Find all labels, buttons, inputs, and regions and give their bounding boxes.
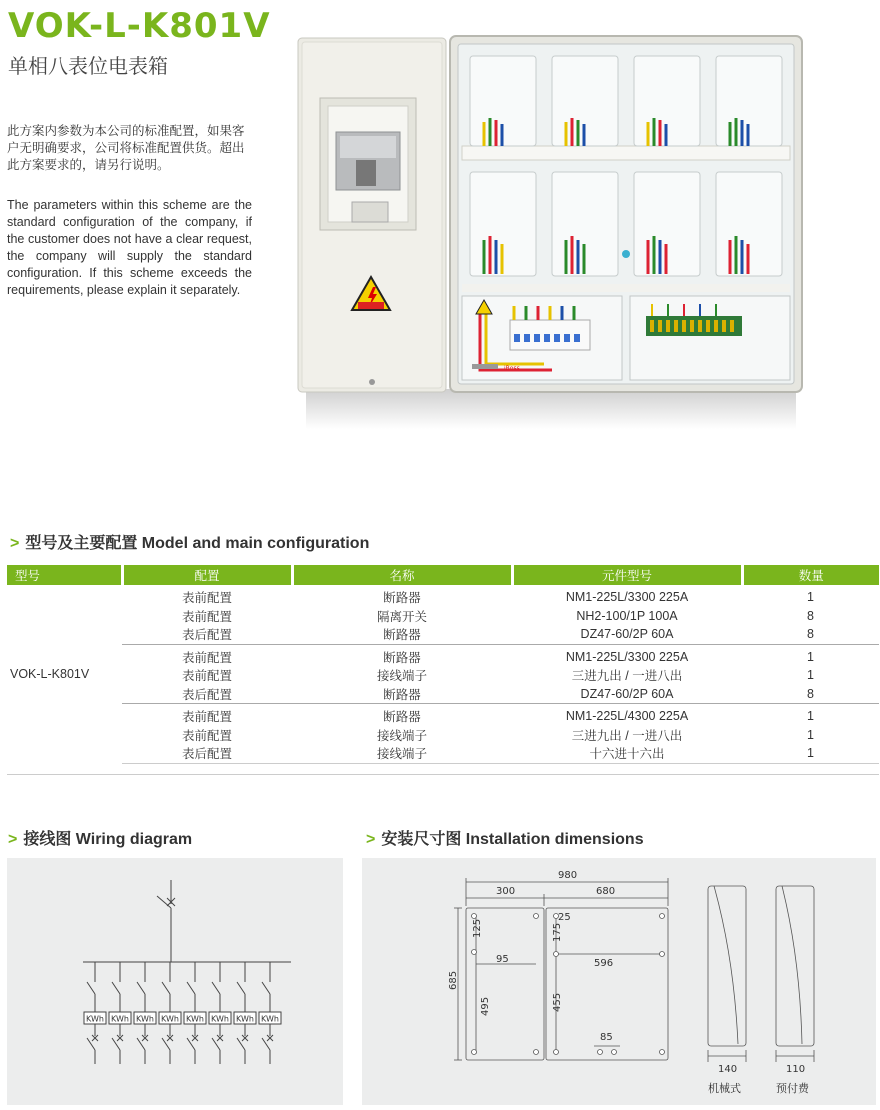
name-cell: 断路器 (292, 704, 512, 726)
qty-cell: 1 (807, 668, 814, 682)
product-image (296, 34, 804, 434)
dim-height: 685 (448, 970, 459, 990)
table-row (7, 666, 879, 685)
dim-right-width: 680 (596, 886, 616, 897)
dim-95: 95 (496, 954, 509, 965)
config-cell: 表后配置 (181, 687, 232, 702)
dim-side1-depth: 140 (718, 1064, 738, 1075)
part-cell: 十六进十六出 (512, 744, 742, 763)
table-row (7, 585, 879, 606)
column-header: 元件型号 (512, 565, 742, 585)
config-cell: 表前配置 (181, 728, 232, 743)
description-chinese: 此方案内参数为本公司的标准配置，如果客户无明确要求，公司将标准配置供货。超出此方案要求的，请另行说明。 (7, 124, 245, 172)
branch-switch (212, 982, 220, 994)
meter-label: KWh (236, 1014, 254, 1024)
dim-left-width: 300 (496, 886, 516, 897)
branch-switch (87, 982, 95, 994)
column-header: 数量 (742, 565, 879, 585)
name-cell: 断路器 (383, 628, 421, 643)
dim-495: 495 (480, 996, 491, 1016)
column-header: 名称 (292, 565, 512, 585)
table-row (7, 704, 879, 726)
config-cell: 表前配置 (181, 591, 232, 605)
side-label-mechanical: 机械式 (708, 1082, 741, 1095)
meter-label: KWh (211, 1014, 229, 1024)
meter-label: KWh (111, 1014, 129, 1024)
meter-label: KWh (161, 1014, 179, 1024)
install-section-heading: > 安装尺寸图 Installation dimensions (366, 831, 644, 848)
qty-cell: 1 (807, 727, 814, 742)
config-section-heading: > 型号及主要配置 Model and main configuration (10, 535, 370, 552)
table-row (7, 606, 879, 625)
chevron-right-icon: > (8, 831, 18, 848)
part-cell: DZ47-60/2P 60A (580, 686, 674, 701)
dim-85: 85 (600, 1032, 613, 1043)
part-cell: NH2-100/1P 100A (576, 608, 678, 623)
table-header-row (7, 565, 879, 585)
dim-175: 175 (552, 922, 563, 942)
branch-switch (187, 982, 195, 994)
part-cell: 三进九出 / 一进八出 (571, 728, 683, 743)
name-cell: 接线端子 (292, 744, 512, 763)
page-subtitle: 单相八表位电表箱 (8, 54, 168, 78)
part-cell: DZ47-60/2P 60A (580, 627, 674, 642)
qty-cell: 1 (742, 644, 879, 666)
name-cell: 断路器 (383, 591, 421, 605)
meter-label: KWh (186, 1014, 204, 1024)
column-header: 型号 (7, 565, 122, 585)
description-english: The parameters within this scheme are the standard configuration of the company, if the customer does not have a clear request, the company will supply the standard configuration. If this scheme exceeds the requirements, please explain it separately. (7, 198, 252, 297)
install-dimensions-drawing (362, 858, 876, 1105)
part-cell: NM1-225L/3300 225A (565, 590, 689, 604)
wiring-section-heading: > 接线图 Wiring diagram (8, 831, 193, 848)
table-bottom-rule (7, 774, 879, 775)
config-cell: 表前配置 (181, 669, 232, 683)
table-row (7, 744, 879, 763)
branch-switch (137, 982, 145, 994)
branch-switch (162, 982, 170, 994)
dim-125: 125 (472, 918, 483, 938)
chevron-right-icon: > (10, 535, 20, 552)
dim-596: 596 (594, 958, 614, 969)
table-row (7, 644, 879, 666)
table-row (7, 685, 879, 704)
branch-switch (237, 982, 245, 994)
dim-side2-depth: 110 (786, 1064, 806, 1075)
install-dimensions-panel (362, 858, 876, 1105)
part-cell: 三进九出 / 一进八出 (571, 669, 683, 683)
qty-cell: 1 (742, 704, 879, 726)
brand-label: iBoss (504, 365, 520, 372)
name-cell: 断路器 (292, 644, 512, 666)
chevron-right-icon: > (366, 831, 376, 848)
branch-switch (112, 982, 120, 994)
model-cell: VOK-L-K801V (10, 667, 90, 681)
name-cell: 接线端子 (376, 728, 427, 743)
config-table (7, 565, 879, 764)
table-row (7, 625, 879, 644)
config-cell: 表前配置 (122, 704, 292, 726)
dim-total-width: 980 (558, 870, 578, 881)
qty-cell: 1 (742, 744, 879, 763)
branch-switch (262, 982, 270, 994)
name-cell: 断路器 (383, 687, 421, 702)
qty-cell: 8 (807, 686, 814, 701)
name-cell: 隔离开关 (376, 609, 427, 624)
meter-label: KWh (86, 1014, 104, 1024)
config-cell: 表前配置 (181, 609, 232, 624)
config-cell: 表前配置 (122, 644, 292, 666)
side-label-prepaid: 预付费 (776, 1082, 809, 1095)
qty-cell: 1 (807, 590, 814, 604)
meter-label: KWh (136, 1014, 154, 1024)
part-cell: NM1-225L/4300 225A (512, 704, 742, 726)
config-cell: 表后配置 (181, 628, 232, 643)
meter-label: KWh (261, 1014, 279, 1024)
qty-cell: 8 (807, 608, 814, 623)
page-title: VOK-L-K801V (8, 6, 271, 46)
dim-455: 455 (552, 992, 563, 1012)
table-row (7, 725, 879, 744)
dim-25: 25 (558, 912, 571, 923)
config-cell: 表后配置 (122, 744, 292, 763)
column-header: 配置 (122, 565, 292, 585)
wiring-diagram (7, 858, 343, 1105)
part-cell: NM1-225L/3300 225A (512, 644, 742, 666)
wiring-diagram-panel (7, 858, 343, 1105)
name-cell: 接线端子 (376, 669, 427, 683)
qty-cell: 8 (807, 627, 814, 642)
